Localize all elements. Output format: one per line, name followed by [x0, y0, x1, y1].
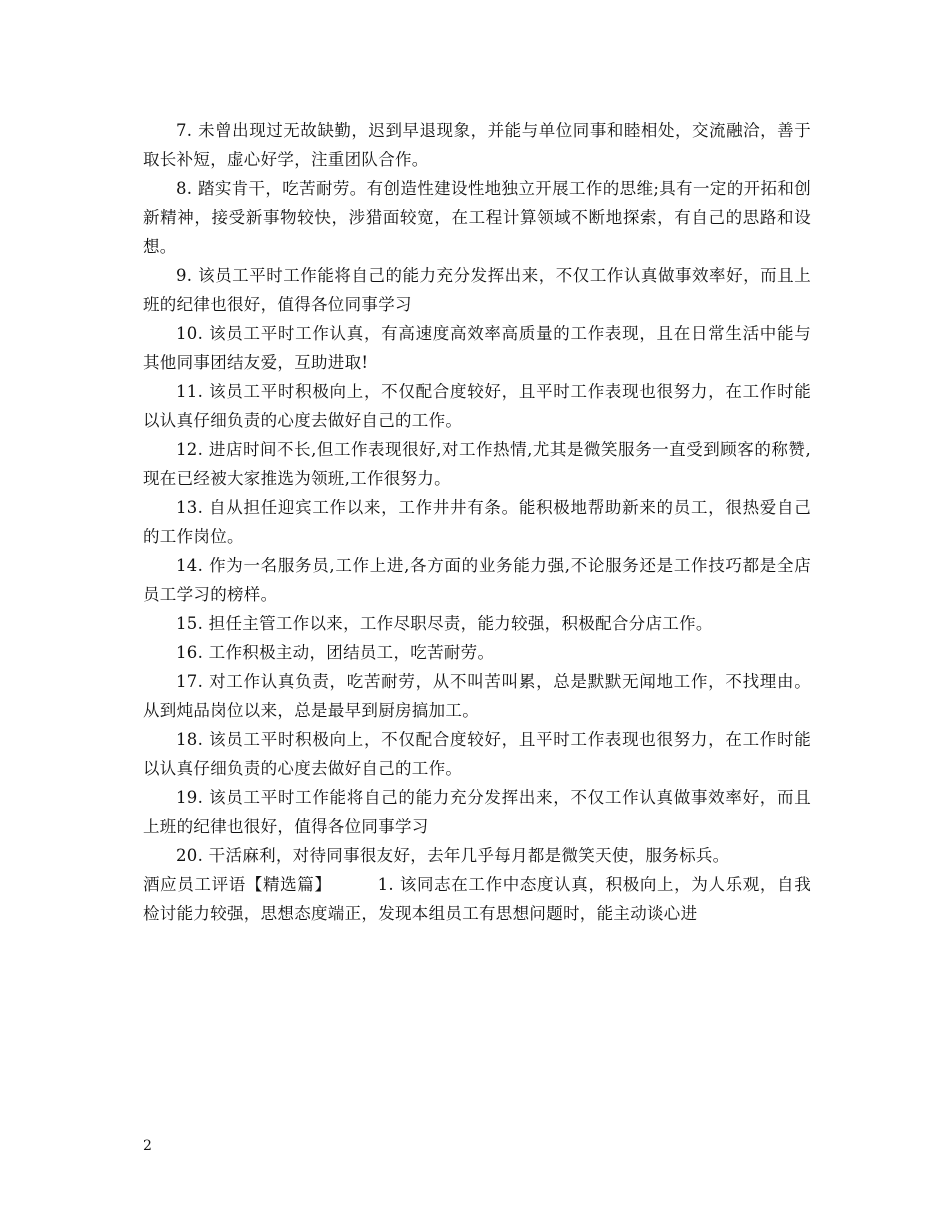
review-item-8: 8. 踏实肯干，吃苦耐劳。有创造性建设性地独立开展工作的思维;具有一定的开拓和创新精神，接受新事物较快，涉猎面较宽，在工程计算领域不断地探索，有自己的思路和设想。 [143, 179, 811, 256]
review-item-15: 15. 担任主管工作以来，工作尽职尽责，能力较强，积极配合分店工作。 [176, 614, 713, 633]
review-item-9: 9. 该员工平时工作能将自己的能力充分发挥出来，不仅工作认真做事效率好，而且上班的纪律也很好，值得各位同事学习 [143, 266, 811, 314]
review-item-19: 19. 该员工平时工作能将自己的能力充分发挥出来，不仅工作认真做事效率好，而且上班的纪律也很好，值得各位同事学习 [143, 788, 811, 836]
review-item-12: 12. 进店时间不长,但工作表现很好,对工作热情,尤其是微笑服务一直受到顾客的称赞,现在已经被大家推选为领班,工作很努力。 [143, 440, 811, 488]
review-item-11: 11. 该员工平时积极向上，不仅配合度较好，且平时工作表现也很努力，在工作时能以认真仔细负责的心度去做好自己的工作。 [143, 382, 811, 430]
review-item-16: 16. 工作积极主动，团结员工，吃苦耐劳。 [176, 643, 495, 662]
document-body [143, 116, 811, 928]
section-title: 酒应员工评语【精选篇】 [143, 875, 332, 894]
section-paragraph [143, 870, 811, 928]
review-item-7: 7. 未曾出现过无故缺勤，迟到早退现象，并能与单位同事和睦相处，交流融洽，善于取长补短，虚心好学，注重团队合作。 [143, 121, 811, 169]
review-item-14: 14. 作为一名服务员,工作上进,各方面的业务能力强,不论服务还是工作技巧都是全店员工学习的榜样。 [143, 556, 811, 604]
section-first-item: 1. 该同志在工作中态度认真，积极向上，为人乐观，自我检讨能力较强，思想态度端正，发现本组员工有思想问题时，能主动谈心进 [143, 875, 811, 923]
review-item-13: 13. 自从担任迎宾工作以来，工作井井有条。能积极地帮助新来的员工，很热爱自己的工作岗位。 [143, 498, 811, 546]
review-item-18: 18. 该员工平时积极向上，不仅配合度较好，且平时工作表现也很努力，在工作时能以认真仔细负责的心度去做好自己的工作。 [143, 730, 811, 778]
review-item-10: 10. 该员工平时工作认真，有高速度高效率高质量的工作表现，且在日常生活中能与其他同事团结友爱，互助进取! [143, 324, 811, 372]
review-item-17: 17. 对工作认真负责，吃苦耐劳，从不叫苦叫累，总是默默无闻地工作，不找理由。从到炖品岗位以来，总是最早到厨房搞加工。 [143, 672, 811, 720]
page-number: 2 [143, 1138, 152, 1154]
review-item-20: 20. 干活麻利，对待同事很友好，去年几乎每月都是微笑天使，服务标兵。 [176, 846, 730, 865]
